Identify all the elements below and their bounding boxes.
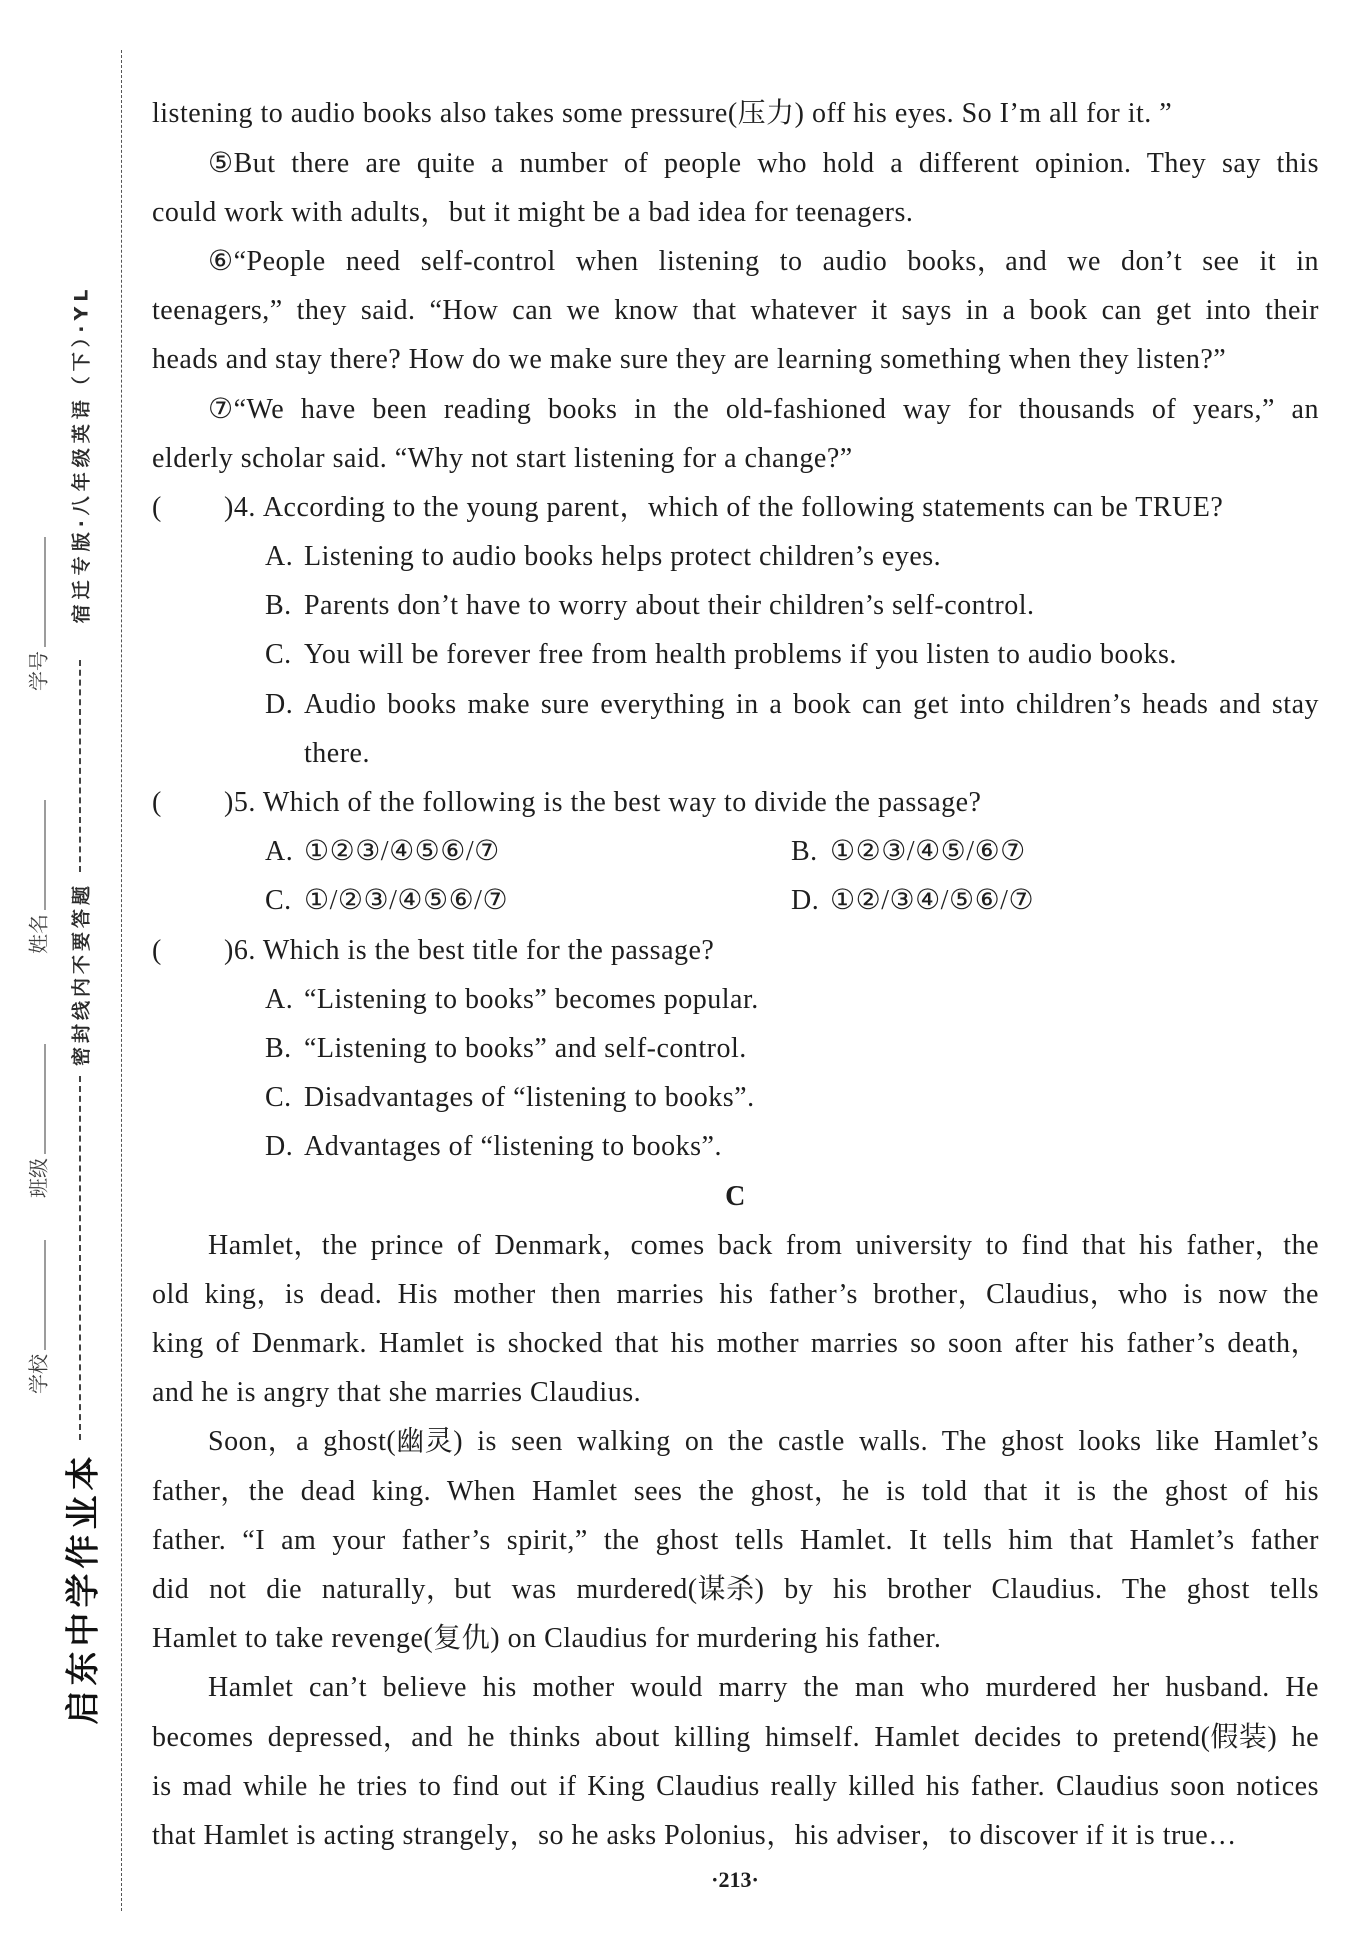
option-text: Advantages of “listening to books”.: [304, 1131, 722, 1163]
option-text: ①②③/④⑤/⑥⑦: [830, 836, 1026, 868]
text-line: [152, 1565, 1319, 1614]
line-text: is mad while he tries to find out if King Claudius really killed his father. Claudius soon notices: [152, 1770, 1319, 1802]
option-line: [152, 827, 1319, 876]
text-line: [152, 1713, 1319, 1762]
question-number: 6.: [233, 934, 256, 966]
option-line: [152, 729, 1319, 778]
option-letter: A.: [265, 983, 294, 1015]
line-text: ⑤But there are quite a number of people who hold a different opinion. They say this: [208, 147, 1319, 179]
line-text: ⑥“People need self-control when listening to audio books，and we don’t see it in: [208, 245, 1319, 277]
option-a: [265, 975, 1319, 1024]
option-letter: A.: [265, 541, 294, 573]
option-text: Parents don’t have to worry about their children’s self-control.: [304, 590, 1035, 622]
seal-dashes-upper: [79, 660, 81, 872]
option-c: [265, 1073, 1319, 1122]
option-text: ①②/③④/⑤⑥/⑦: [830, 885, 1035, 917]
line-text: Hamlet can’t believe his mother would marry the man who murdered her husband. He: [208, 1672, 1319, 1704]
option-line: [152, 532, 1319, 581]
option-text: Disadvantages of “listening to books”.: [304, 1082, 755, 1114]
passage-b-paragraph: [152, 385, 1319, 483]
option-d: [791, 876, 1034, 925]
option-letter: B.: [265, 1032, 292, 1064]
text-line: [152, 188, 1319, 237]
class-blank: [43, 1044, 46, 1154]
line-text: Hamlet to take revenge(复仇) on Claudius for murdering his father.: [152, 1623, 942, 1655]
line-text: listening to audio books also takes some pressure(压力) off his eyes. So I’m all for it. ”: [152, 98, 1173, 130]
option-d: [265, 1122, 1319, 1171]
text-line: [152, 385, 1319, 434]
option-text: ①②③/④⑤⑥/⑦: [304, 836, 500, 868]
text-line: [152, 1614, 1319, 1663]
text-line: [152, 1221, 1319, 1270]
answer-bracket-open: (: [152, 491, 162, 523]
passage-b-paragraph: [152, 139, 1319, 237]
school-field: [23, 1240, 52, 1394]
option-b: [265, 1024, 1319, 1073]
question-stem: Which of the following is the best way to divide the passage?: [262, 787, 982, 819]
passage-c-paragraph: [152, 1663, 1319, 1860]
option-line: [152, 975, 1319, 1024]
option-letter: D.: [265, 1131, 294, 1163]
section-heading-text: C: [725, 1180, 746, 1212]
option-text: Listening to audio books helps protect children’s eyes.: [304, 541, 942, 573]
name-label: 姓名: [26, 914, 51, 954]
option-d: [265, 680, 1319, 729]
line-text: king of Denmark. Hamlet is shocked that his mother marries so soon after his father’s death，: [152, 1328, 1319, 1360]
text-line: [152, 1467, 1319, 1516]
option-letter: A.: [265, 836, 294, 868]
passage-b-paragraph: [152, 237, 1319, 385]
text-line: [152, 1762, 1319, 1811]
option-text: “Listening to books” and self-control.: [304, 1032, 747, 1064]
option-c: [265, 630, 1319, 679]
text-line: [152, 1270, 1319, 1319]
name-field: [23, 800, 52, 954]
question-6: [152, 926, 1319, 1172]
option-c: [265, 876, 508, 925]
text-line: [152, 286, 1319, 335]
answer-bracket-open: (: [152, 787, 162, 819]
question-stem: According to the young parent，which of the following statements can be TRUE?: [262, 491, 1224, 523]
answer-bracket-close: ): [224, 787, 234, 819]
passage-c-paragraph: [152, 1221, 1319, 1418]
question-number: 4.: [233, 491, 256, 523]
question-stem: Which is the best title for the passage?: [262, 934, 715, 966]
passage-b-paragraph: [152, 89, 1319, 138]
option-letter: C.: [265, 1082, 292, 1114]
text-line: [152, 1319, 1319, 1368]
student-number-field: [23, 537, 52, 691]
line-text: Soon，a ghost(幽灵) is seen walking on the castle walls. The ghost looks like Hamlet’s: [208, 1426, 1319, 1458]
option-b: [265, 581, 1319, 630]
option-line: [152, 1073, 1319, 1122]
option-line: [152, 630, 1319, 679]
text-line: [152, 1663, 1319, 1712]
question-main: [224, 483, 1223, 532]
school-label: 学校: [26, 1354, 51, 1394]
option-b: [791, 827, 1026, 876]
question-stem-line: [152, 778, 1319, 827]
option-letter: B.: [791, 836, 818, 868]
seal-dashed-line: [121, 50, 122, 1911]
text-line: [152, 434, 1319, 483]
question-stem-line: [152, 926, 1319, 975]
option-text: ①/②③/④⑤⑥/⑦: [304, 885, 509, 917]
option-text: there.: [304, 737, 370, 769]
passage-c-paragraph: [152, 1417, 1319, 1663]
main-text-column: [152, 89, 1319, 1860]
class-field: [23, 1044, 52, 1198]
line-text: did not die naturally，but was murdered(谋杀) by his brother Claudius. The ghost tells: [152, 1574, 1319, 1606]
text-line: [152, 1368, 1319, 1417]
option-letter: D.: [791, 885, 820, 917]
question-number: 5.: [233, 787, 256, 819]
question-stem-line: [152, 483, 1319, 532]
student-number-label: 学号: [26, 651, 51, 691]
line-text: could work with adults，but it might be a bad idea for teenagers.: [152, 196, 914, 228]
class-label: 班级: [26, 1158, 51, 1198]
text-line: [152, 237, 1319, 286]
name-blank: [43, 800, 46, 910]
option-text: You will be forever free from health problems if you listen to audio books.: [304, 639, 1177, 671]
line-text: Hamlet，the prince of Denmark，comes back from university to find that his father，the: [208, 1229, 1319, 1261]
line-text: and he is angry that she marries Claudius.: [152, 1377, 642, 1409]
line-text: elderly scholar said. “Why not start listening for a change?”: [152, 442, 853, 474]
page-number: ·213·: [711, 1867, 759, 1892]
brand-title: 启东中学作业本: [63, 1451, 104, 1725]
line-text: that Hamlet is acting strangely，so he asks Polonius，his adviser，to discover if it is true…: [152, 1819, 1237, 1851]
line-text: old king，is dead. His mother then marries his father’s brother，Claudius，who is now the: [152, 1278, 1319, 1310]
option-a: [265, 827, 500, 876]
seal-notice: 密封线内不要答题: [70, 881, 93, 1067]
line-text: father，the dead king. When Hamlet sees the ghost，he is told that it is the ghost of his: [152, 1475, 1319, 1507]
answer-bracket-close: ): [224, 934, 234, 966]
question-4: [152, 483, 1319, 778]
option-letter: C.: [265, 639, 292, 671]
text-line: [152, 89, 1319, 138]
line-text: teenagers,” they said. “How can we know that whatever it says in a book can get into their: [152, 295, 1319, 327]
option-line: [152, 1024, 1319, 1073]
option-line: [152, 1122, 1319, 1171]
option-line: [152, 876, 1319, 925]
option-a: [265, 532, 1319, 581]
line-text: heads and stay there? How do we make sure they are learning something when they listen?”: [152, 344, 1227, 376]
option-text: Audio books make sure everything in a book can get into children’s heads and stay: [304, 688, 1319, 720]
answer-bracket-close: ): [224, 491, 234, 523]
seal-dashes-lower: [79, 1076, 81, 1440]
option-line: [152, 680, 1319, 729]
option-text: “Listening to books” becomes popular.: [304, 983, 759, 1015]
option-d: [265, 729, 1319, 778]
question-main: [224, 926, 714, 975]
option-letter: D.: [265, 688, 294, 720]
section-heading: [152, 1172, 1319, 1221]
option-letter: B.: [265, 590, 292, 622]
option-line: [152, 581, 1319, 630]
school-blank: [43, 1240, 46, 1350]
question-main: [224, 778, 982, 827]
edition-label: 宿迁专版·八年级英语（下）·YL: [70, 284, 93, 624]
line-text: ⑦“We have been reading books in the old-fashioned way for thousands of years,” an: [208, 393, 1319, 425]
text-line: [152, 1811, 1319, 1860]
answer-bracket-open: (: [152, 934, 162, 966]
text-line: [152, 139, 1319, 188]
option-letter: C.: [265, 885, 292, 917]
question-5: [152, 778, 1319, 926]
text-line: [152, 335, 1319, 384]
line-text: becomes depressed，and he thinks about killing himself. Hamlet decides to pretend(假装) he: [152, 1721, 1319, 1753]
text-line: [152, 1417, 1319, 1466]
student-number-blank: [43, 537, 46, 647]
line-text: father. “I am your father’s spirit,” the ghost tells Hamlet. It tells him that Hamlet’s father: [152, 1524, 1319, 1556]
text-line: [152, 1516, 1319, 1565]
